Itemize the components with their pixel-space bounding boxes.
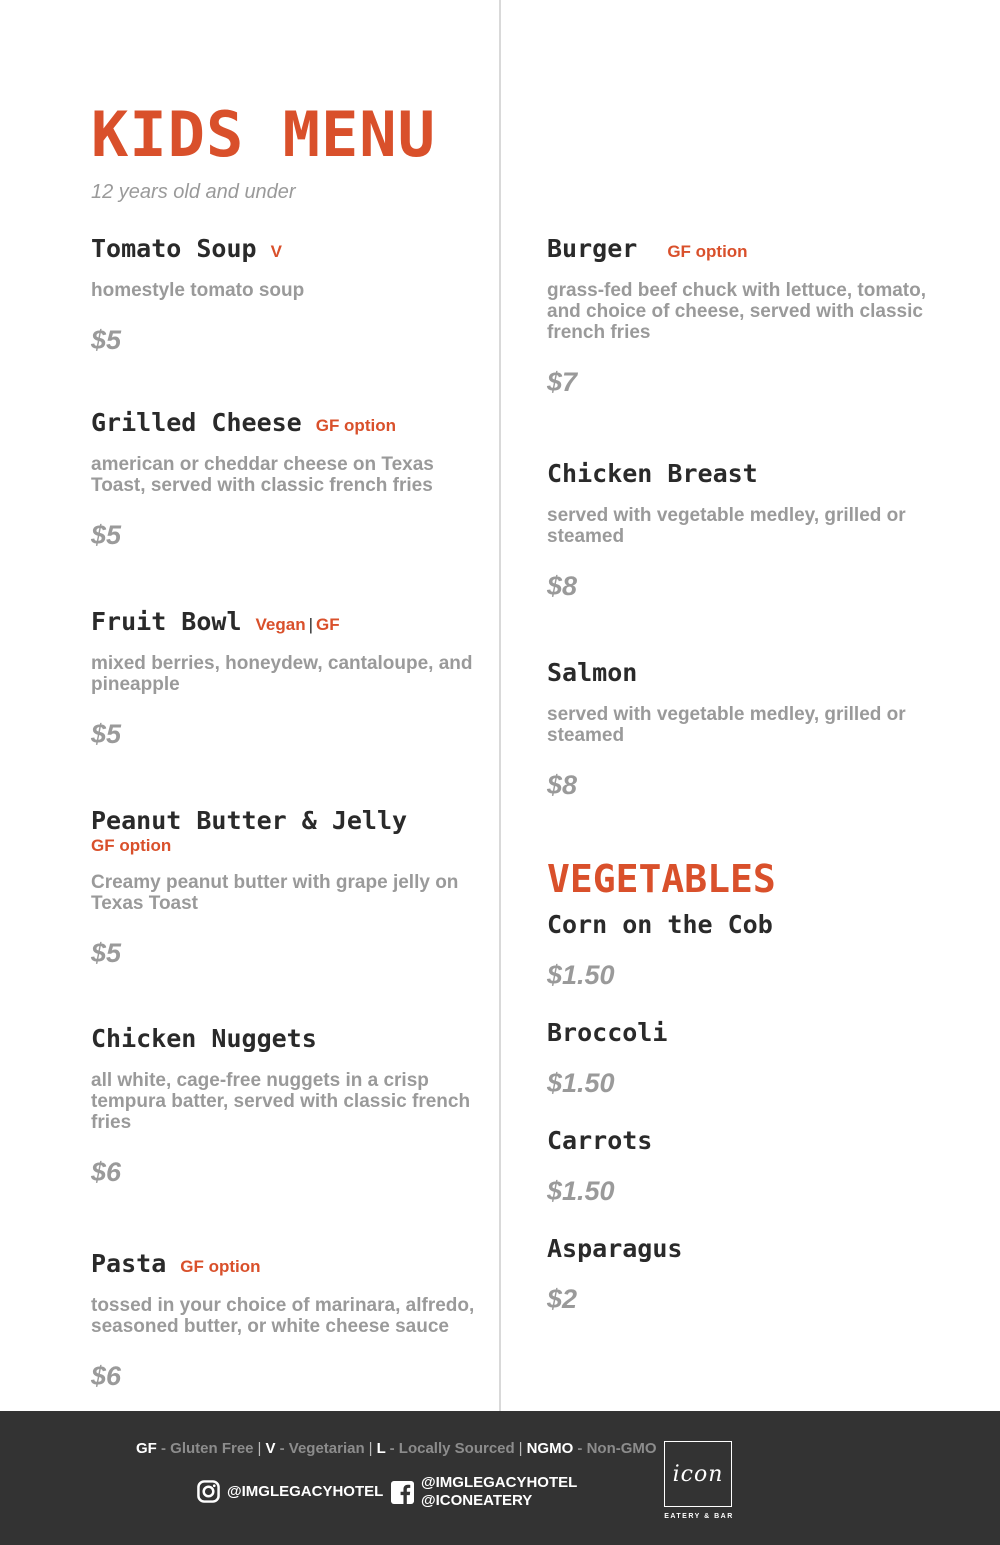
item-price: $2	[547, 1284, 578, 1314]
item-description: served with vegetable medley, grilled or steamed	[547, 704, 906, 746]
item-price: $5	[91, 520, 122, 550]
instagram-handle: @IMGLEGACYHOTEL	[227, 1482, 384, 1500]
menu-item-chicken-breast	[547, 459, 957, 601]
legend-key: L	[376, 1440, 386, 1457]
legend-separator: |	[368, 1440, 373, 1457]
footer	[0, 1411, 1000, 1545]
item-price: $1.50	[547, 1176, 615, 1206]
item-name: Chicken Nuggets	[91, 1024, 317, 1053]
item-tag: GF option	[91, 836, 172, 855]
item-name: Pasta	[91, 1249, 167, 1278]
item-description: american or cheddar cheese on Texas Toast, served with classic french fries	[91, 454, 434, 496]
legend-key: GF	[136, 1440, 157, 1457]
item-name: Carrots	[547, 1126, 653, 1155]
veg-item-broccoli	[547, 1018, 957, 1098]
logo-word: icon	[672, 1461, 724, 1487]
facebook-icon	[391, 1481, 414, 1504]
facebook-handles	[421, 1474, 577, 1510]
item-description: Creamy peanut butter with grape jelly on Texas Toast	[91, 872, 459, 914]
item-price: $8	[547, 770, 578, 800]
item-price: $6	[91, 1361, 122, 1391]
item-tag	[256, 615, 340, 635]
item-description: grass-fed beef chuck with lettuce, tomato, and choice of cheese, served with classic french fries	[547, 280, 927, 343]
item-price: $1.50	[547, 960, 615, 990]
menu-item-grilled-cheese	[91, 408, 491, 550]
tag-separator: |	[308, 615, 314, 634]
legend-separator: |	[518, 1440, 523, 1457]
item-price: $5	[91, 719, 122, 749]
icon-logo	[664, 1441, 732, 1507]
menu-item-salmon	[547, 658, 957, 800]
item-name: Burger	[547, 234, 638, 263]
item-name: Chicken Breast	[547, 459, 758, 488]
tag-vegan: Vegan	[255, 615, 306, 634]
veg-item-carrots	[547, 1126, 957, 1206]
instagram-link[interactable]	[197, 1480, 383, 1503]
menu-item-tomato-soup	[91, 234, 491, 355]
item-name: Grilled Cheese	[91, 408, 302, 437]
facebook-handle: @ICONEATERY	[421, 1492, 533, 1509]
page-subtitle: 12 years old and under	[91, 181, 296, 203]
legend-label: - Gluten Free	[156, 1440, 254, 1457]
menu-item-peanut-butter-jelly	[91, 806, 491, 968]
item-price: $7	[547, 367, 578, 397]
column-divider	[499, 0, 501, 1411]
menu-item-pasta	[91, 1249, 491, 1391]
item-price: $5	[91, 325, 122, 355]
menu-item-chicken-nuggets	[91, 1024, 491, 1187]
item-price: $8	[547, 571, 578, 601]
item-tag: GF option	[315, 416, 396, 435]
menu-item-fruit-bowl	[91, 607, 491, 749]
item-name: Asparagus	[547, 1234, 683, 1263]
item-tag: V	[270, 242, 282, 261]
item-description: all white, cage-free nuggets in a crisp tempura batter, served with classic french fries	[91, 1070, 471, 1133]
item-price: $6	[91, 1157, 122, 1187]
legend-label: - Vegetarian	[275, 1440, 365, 1457]
page-title: KIDS MENU	[91, 98, 436, 171]
facebook-link[interactable]	[391, 1474, 577, 1510]
item-name: Tomato Soup	[91, 234, 257, 263]
item-description: mixed berries, honeydew, cantaloupe, and pineapple	[91, 653, 473, 695]
tag-gf: GF	[316, 615, 340, 634]
veg-item-corn	[547, 910, 957, 990]
veg-item-asparagus	[547, 1234, 957, 1314]
item-price: $1.50	[547, 1068, 615, 1098]
legend-label: - Non-GMO	[573, 1440, 657, 1457]
item-description: tossed in your choice of marinara, alfredo, seasoned butter, or white cheese sauce	[91, 1295, 475, 1337]
instagram-icon	[197, 1480, 220, 1503]
vegetables-heading: VEGETABLES	[547, 857, 776, 901]
item-tag: GF option	[667, 242, 748, 261]
legend-label: - Locally Sourced	[385, 1440, 515, 1457]
item-description: homestyle tomato soup	[91, 280, 305, 301]
menu-item-burger	[547, 234, 957, 397]
legend-separator: |	[257, 1440, 262, 1457]
item-name: Fruit Bowl	[91, 607, 242, 636]
item-tag: GF option	[180, 1257, 261, 1276]
legend-key: NGMO	[526, 1440, 574, 1457]
facebook-handle: @IMGLEGACYHOTEL	[421, 1474, 578, 1491]
item-name: Corn on the Cob	[547, 910, 773, 939]
logo-subtitle: EATERY & BAR	[664, 1513, 734, 1520]
item-name: Salmon	[547, 658, 638, 687]
item-name: Peanut Butter & Jelly	[91, 806, 408, 835]
item-name: Broccoli	[547, 1018, 668, 1047]
dietary-legend	[136, 1440, 657, 1457]
item-description: served with vegetable medley, grilled or steamed	[547, 505, 906, 547]
item-price: $5	[91, 938, 122, 968]
legend-key: V	[265, 1440, 276, 1457]
